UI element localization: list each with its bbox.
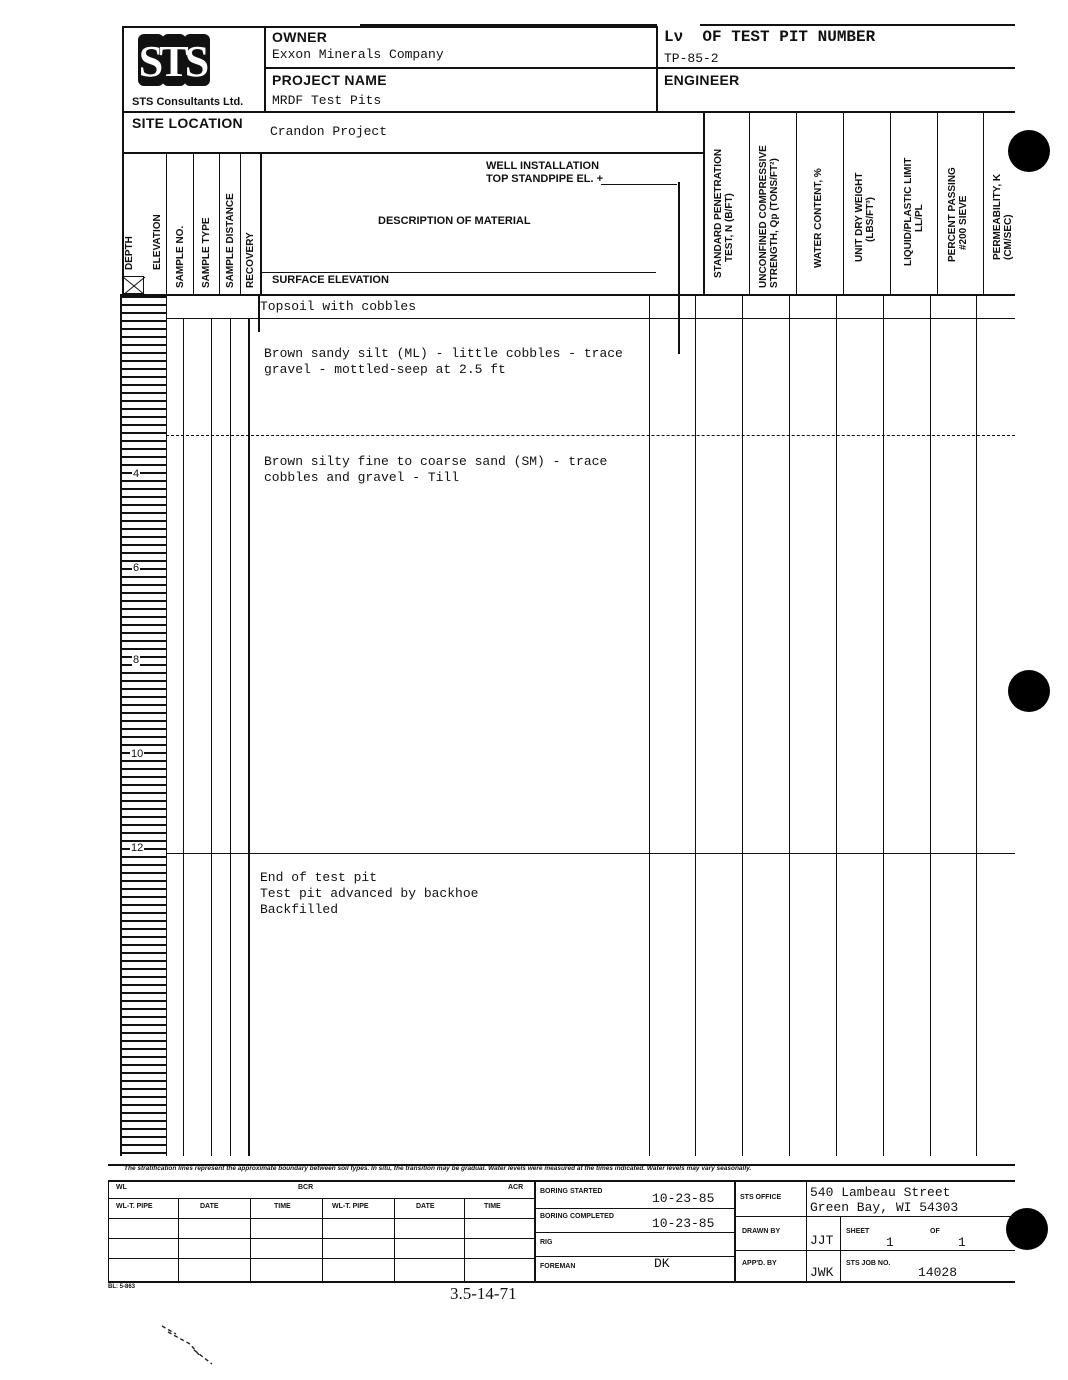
form-code: BL: 5-863: [108, 1284, 136, 1290]
date-label-2: DATE: [416, 1203, 435, 1210]
col-sample-type: SAMPLE TYPE: [201, 217, 212, 288]
engineer-label: ENGINEER: [664, 72, 740, 88]
depth-mark-4: 4: [133, 468, 140, 480]
sts-office-line2: Green Bay, WI 54303: [810, 1200, 959, 1215]
drawn-by-value: JJT: [810, 1233, 834, 1248]
of-label: OF: [930, 1228, 940, 1235]
of-value: 1: [958, 1235, 966, 1250]
well-installation-label: WELL INSTALLATION: [486, 160, 600, 172]
boring-completed-label: BORING COMPLETED: [540, 1213, 614, 1220]
sheet-value: 1: [886, 1235, 894, 1250]
page-number: 3.5-14-71: [450, 1284, 517, 1303]
col-sample-distance: SAMPLE DISTANCE: [225, 193, 236, 288]
punch-hole-top: [1008, 130, 1050, 172]
pen-mark: [160, 1322, 220, 1366]
site-location-label: SITE LOCATION: [132, 115, 243, 131]
foreman-value: DK: [654, 1256, 670, 1271]
company-logo: [132, 30, 216, 94]
col-elevation: ELEVATION: [152, 214, 163, 270]
appd-by-value: JWK: [810, 1265, 834, 1280]
col-ll-pl: LIQUID/PLASTIC LIMIT LL/PL: [903, 157, 925, 266]
stratum-brown-silty-sand: Brown silty fine to coarse sand (SM) - trace cobbles and gravel - Till: [264, 454, 608, 485]
depth-mark-12: 12: [131, 842, 144, 854]
test-pit-number: TP-85-2: [664, 51, 719, 66]
owner-label: OWNER: [272, 29, 328, 45]
svg-text:T: T: [159, 37, 189, 86]
punch-hole-middle: [1008, 670, 1050, 712]
owner-value: Exxon Minerals Company: [272, 47, 444, 62]
appd-by-label: APP'D. BY: [742, 1260, 777, 1267]
depth-ruler: [120, 296, 166, 1154]
description-header: DESCRIPTION OF MATERIAL: [378, 215, 531, 227]
depth-mark-6: 6: [133, 562, 140, 574]
punch-hole-bottom: [1006, 1208, 1048, 1250]
log-title: Lν OF TEST PIT NUMBER: [664, 28, 876, 46]
col-water-content: WATER CONTENT, %: [813, 168, 824, 268]
site-location-value: Crandon Project: [270, 124, 388, 139]
boring-started-value: 10-23-85: [652, 1191, 715, 1206]
wl-t-pipe-label-2: WL-T. PIPE: [332, 1203, 369, 1210]
svg-text:S: S: [138, 37, 164, 86]
time-label-2: TIME: [484, 1203, 501, 1210]
col-depth: DEPTH: [124, 236, 135, 270]
stratum-end-of-pit: End of test pit Test pit advanced by backhoe Backfilled: [260, 870, 479, 917]
top-standpipe-label: TOP STANDPIPE EL. +: [486, 173, 604, 185]
boring-completed-value: 10-23-85: [652, 1216, 715, 1231]
company-name: STS Consultants Ltd.: [132, 96, 244, 108]
stratum-topsoil: Topsoil with cobbles: [260, 299, 417, 314]
col-permeability: PERMEABILITY, K (CM/SEC): [992, 173, 1014, 260]
depth-mark-10: 10: [131, 748, 144, 760]
time-label-1: TIME: [274, 1203, 291, 1210]
job-no-label: STS JOB NO.: [846, 1260, 891, 1267]
col-recovery: RECOVERY: [245, 232, 256, 288]
sheet-label: SHEET: [846, 1228, 870, 1235]
sts-office-label: STS OFFICE: [740, 1194, 782, 1201]
wl-t-pipe-label-1: WL-T. PIPE: [116, 1203, 153, 1210]
surface-elevation-label: SURFACE ELEVATION: [272, 274, 389, 286]
col-sample-no: SAMPLE NO.: [175, 225, 186, 288]
acr-label: ACR: [508, 1184, 524, 1191]
depth-mark-8: 8: [133, 654, 140, 666]
sts-office-line1: 540 Lambeau Street: [810, 1185, 951, 1200]
col-percent-passing: PERCENT PASSING #200 SIEVE: [947, 167, 969, 262]
stratification-note: The stratification lines represent the approximate boundary between soil types. In situ, the transition may be gradual. Water levels were measured at the times indicated. Water levels may vary seasonally.: [124, 1165, 752, 1172]
bcr-label: BCR: [298, 1184, 314, 1191]
project-value: MRDF Test Pits: [272, 93, 382, 108]
date-label-1: DATE: [200, 1203, 219, 1210]
wl-label: WL: [116, 1184, 127, 1191]
boring-started-label: BORING STARTED: [540, 1188, 603, 1195]
rig-label: RIG: [540, 1239, 553, 1246]
col-unit-dry-weight: UNIT DRY WEIGHT (LBS/FT³): [854, 172, 876, 262]
project-label: PROJECT NAME: [272, 72, 387, 88]
col-spt: STANDARD PENETRATION TEST, N (B/FT): [713, 148, 735, 278]
depth-origin-box: [122, 276, 144, 294]
stratum-brown-sandy-silt: Brown sandy silt (ML) - little cobbles - trace gravel - mottled-seep at 2.5 ft: [264, 346, 623, 377]
drawn-by-label: DRAWN BY: [742, 1228, 781, 1235]
svg-text:S: S: [184, 37, 210, 86]
col-ucs: UNCONFINED COMPRESSIVE STRENGTH, Qp (TONS/FT²): [758, 145, 780, 288]
job-no-value: 14028: [918, 1265, 958, 1280]
foreman-label: FOREMAN: [540, 1263, 576, 1270]
